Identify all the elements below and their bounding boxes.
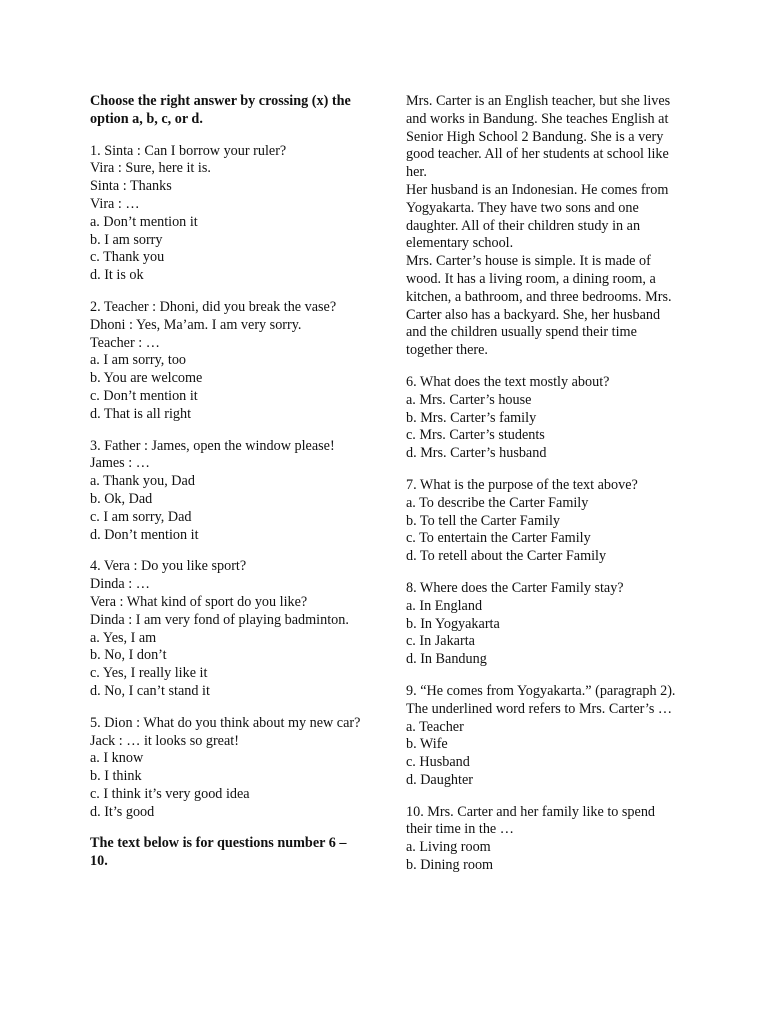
question-line: Vira : …: [90, 195, 140, 212]
question-line: 3. Father : James, open the window please!: [90, 437, 335, 454]
option-b: b. Dining room: [406, 857, 494, 874]
text-note: The text below is for questions number 6 – 10.: [90, 835, 347, 870]
passage-paragraph-1: Mrs. Carter is an English teacher, but she lives and works in Bandung. She teaches English at Senior High School 2 Bandung. She is a very good teacher. All of her students at school like her.: [406, 93, 671, 181]
question-line: Dinda : I am very fond of playing badminton.: [90, 611, 349, 628]
option-a: a. I am sorry, too: [90, 352, 187, 369]
option-d: d. It’s good: [90, 803, 155, 820]
option-a: a. In England: [406, 597, 483, 614]
option-a: a. I know: [90, 750, 144, 767]
option-d: d. No, I can’t stand it: [90, 682, 210, 699]
option-c: c. In Jakarta: [406, 633, 475, 650]
option-b: b. To tell the Carter Family: [406, 512, 560, 529]
question-line: 8. Where does the Carter Family stay?: [406, 579, 624, 596]
question-line: Sinta : Thanks: [90, 178, 172, 195]
left-column: [90, 93, 362, 885]
option-a: a. Don’t mention it: [90, 213, 198, 230]
question-7: [406, 477, 678, 566]
question-line: 5. Dion : What do you think about my new car?: [90, 714, 361, 731]
question-line: 10. Mrs. Carter and her family like to spend their time in the …: [406, 803, 656, 838]
question-4: [90, 558, 362, 700]
question-2: [90, 299, 362, 424]
question-8: [406, 580, 678, 669]
question-line: 2. Teacher : Dhoni, did you break the vase?: [90, 298, 337, 315]
option-a: a. To describe the Carter Family: [406, 494, 589, 511]
option-b: b. Ok, Dad: [90, 490, 153, 507]
option-c: c. To entertain the Carter Family: [406, 530, 591, 547]
question-line: Dhoni : Yes, Ma’am. I am very sorry.: [90, 316, 302, 333]
option-d: d. Mrs. Carter’s husband: [406, 445, 547, 462]
option-c: c. I think it’s very good idea: [90, 785, 250, 802]
question-line: 9. “He comes from Yogyakarta.” (paragraph 2).: [406, 682, 676, 699]
question-line: Teacher : …: [90, 334, 160, 351]
option-c: c. Mrs. Carter’s students: [406, 427, 545, 444]
option-b: b. In Yogyakarta: [406, 615, 500, 632]
option-b: b. Wife: [406, 736, 448, 753]
passage-paragraph-3: Mrs. Carter’s house is simple. It is made of wood. It has a living room, a dining room, a kitchen, a bathroom, and three bedrooms. Mrs. Carter also has a backyard. She, her husband and the children usually spend their time together there.: [406, 253, 672, 359]
option-b: b. You are welcome: [90, 370, 203, 387]
question-6: [406, 374, 678, 463]
passage-paragraph-2: Her husband is an Indonesian. He comes from Yogyakarta. They have two sons and one daughter. All of their children study in an elementary school.: [406, 181, 669, 252]
option-d: d. Don’t mention it: [90, 526, 199, 543]
option-d: d. That is all right: [90, 405, 192, 422]
question-9: [406, 683, 678, 790]
question-10: [406, 804, 678, 875]
option-a: a. Yes, I am: [90, 629, 157, 646]
option-c: c. Don’t mention it: [90, 387, 198, 404]
question-line: 7. What is the purpose of the text above?: [406, 476, 638, 493]
option-b: b. Mrs. Carter’s family: [406, 409, 537, 426]
question-line: 1. Sinta : Can I borrow your ruler?: [90, 142, 287, 159]
option-d: d. It is ok: [90, 267, 144, 284]
option-b: b. No, I don’t: [90, 647, 167, 664]
option-c: c. Thank you: [90, 249, 165, 266]
option-a: a. Mrs. Carter’s house: [406, 391, 532, 408]
question-3: [90, 438, 362, 545]
question-1: [90, 143, 362, 285]
question-5: [90, 715, 362, 822]
instructions: Choose the right answer by crossing (x) the option a, b, c, or d.: [90, 93, 351, 127]
option-d: d. To retell about the Carter Family: [406, 548, 607, 565]
right-column: [406, 93, 678, 889]
option-d: d. In Bandung: [406, 651, 487, 668]
option-a: a. Living room: [406, 839, 491, 856]
option-c: c. Husband: [406, 754, 470, 771]
option-d: d. Daughter: [406, 771, 473, 788]
option-a: a. Teacher: [406, 718, 464, 735]
question-line: Vira : Sure, here it is.: [90, 160, 211, 177]
question-line: Jack : … it looks so great!: [90, 732, 239, 749]
question-line: The underlined word refers to Mrs. Carter’s …: [406, 700, 673, 717]
option-b: b. I think: [90, 768, 142, 785]
question-line: Vera : What kind of sport do you like?: [90, 593, 308, 610]
option-a: a. Thank you, Dad: [90, 473, 195, 490]
reading-passage: [406, 93, 678, 360]
question-line: Dinda : …: [90, 576, 150, 593]
option-b: b. I am sorry: [90, 231, 163, 248]
question-line: 6. What does the text mostly about?: [406, 373, 610, 390]
question-line: James : …: [90, 455, 150, 472]
question-line: 4. Vera : Do you like sport?: [90, 558, 247, 575]
option-c: c. I am sorry, Dad: [90, 508, 192, 525]
option-c: c. Yes, I really like it: [90, 665, 208, 682]
